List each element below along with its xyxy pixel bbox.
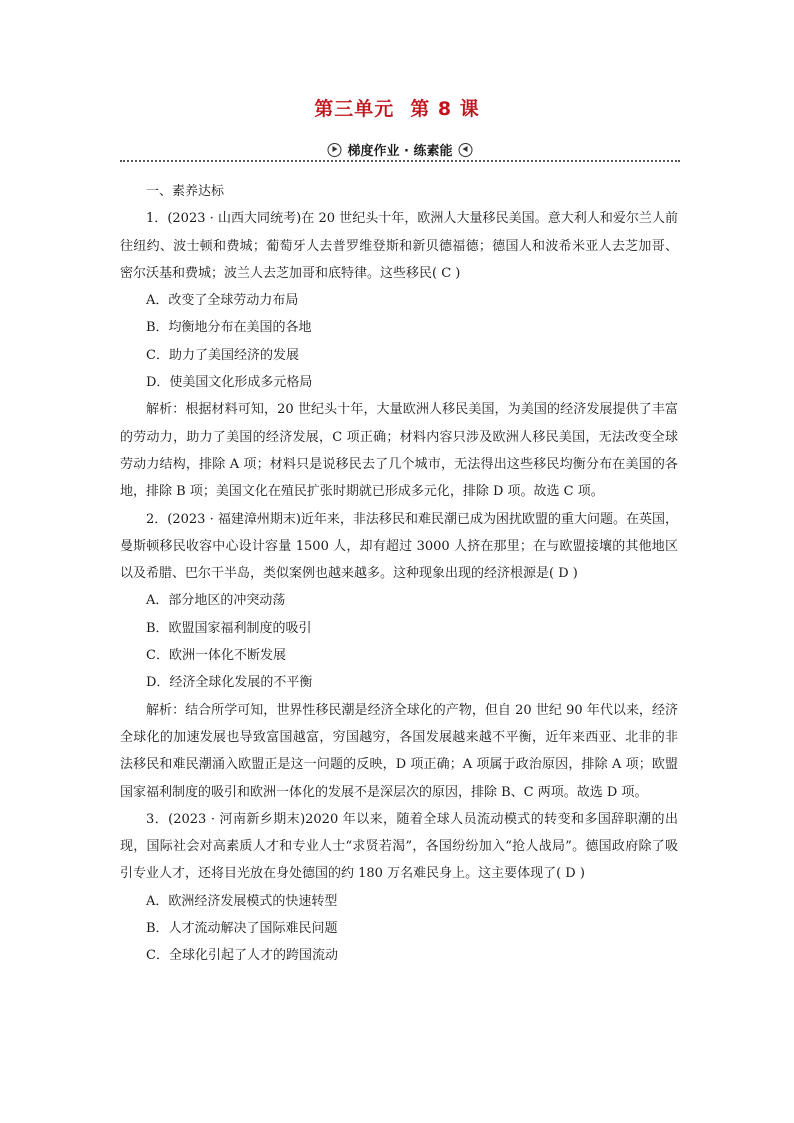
option-d: D．使美国文化形成多元格局 [146,375,313,391]
play-left-icon [459,143,473,157]
unit-title: 第三单元 [314,98,395,120]
question-2 [120,506,678,806]
play-right-icon [328,143,342,157]
option-d: D．经济全球化发展的不平衡 [146,675,313,691]
page-title [0,94,794,121]
option-c: C．欧洲一体化不断发展 [146,648,286,664]
question-3 [120,806,678,970]
dotted-divider [120,160,680,162]
option-a: A．部分地区的冲突动荡 [146,593,286,609]
question-analysis: 解析：结合所学可知，世界性移民潮是经济全球化的产物，但自 20 世纪 90 年代以来，经济全球化的加速发展也导致富国越富，穷国越穷，各国发展越来越不平衡，近年来西亚、北非的非法移民和难民潮涌入欧盟正是这一问题的反映，D 项正确；A 项属于政治原因，排除 A 项；欧盟国家福利制度的吸引和欧洲一体化的发展不是深层次的原因，排除 B、C 两项。故选 D 项。 [120,702,678,800]
lesson-title: 第 8 课 [410,98,480,120]
option-b: B．人才流动解决了国际难民问题 [146,921,338,937]
option-a: A．欧洲经济发展模式的快速转型 [146,893,338,909]
question-stem: 3．(2023 · 河南新乡期末)2020 年以来，随着全球人员流动模式的转变和多国辞职潮的出现，国际社会对高素质人才和专业人士“求贤若渴”，各国纷纷加入“抢人战局”。德国政府除了吸引专业人才，还将目光放在身处德国的约 180 万名难民身上。这主要体现了( D ) [120,811,678,882]
option-b: B．欧盟国家福利制度的吸引 [146,620,312,636]
option-c: C．助力了美国经济的发展 [146,347,299,363]
option-a: A．改变了全球劳动力布局 [146,293,299,309]
section-banner [120,140,680,164]
question-stem: 1．(2023 · 山西大同统考)在 20 世纪头十年，欧洲人大量移民美国。意大利人和爱尔兰人前往纽约、波士顿和费城；葡萄牙人去普罗维登斯和新贝德福德；德国人和波希米亚人去芝加哥、密尔沃基和费城；波兰人去芝加哥和底特律。这些移民( C ) [120,211,678,281]
question-1 [120,205,678,505]
document-body [120,178,678,970]
banner-label: 梯度作业 · 练素能 [347,144,453,159]
question-analysis: 解析：根据材料可知，20 世纪头十年，大量欧洲人移民美国，为美国的经济发展提供了丰富的劳动力，助力了美国的经济发展，C 项正确；材料内容只涉及欧洲人移民美国，无法改变全球劳动力结构，排除 A 项；材料只是说移民去了几个城市，无法得出这些移民均衡分布在美国的各地，排除 B 项；美国文化在殖民扩张时期就已形成多元化，排除 D 项。故选 C 项。 [120,402,678,500]
section-heading: 一、素养达标 [146,184,225,199]
option-c: C．全球化引起了人才的跨国流动 [146,948,338,964]
question-stem: 2．(2023 · 福建漳州期末)近年来，非法移民和难民潮已成为困扰欧盟的重大问题。在英国，曼斯顿移民收容中心设计容量 1500 人，却有超过 3000 人挤在那里；在与欧盟接壤的其他地区以及希腊、巴尔干半岛，类似案例也越来越多。这种现象出现的经济根源是( D ) [120,511,678,582]
option-b: B．均衡地分布在美国的各地 [146,320,312,336]
